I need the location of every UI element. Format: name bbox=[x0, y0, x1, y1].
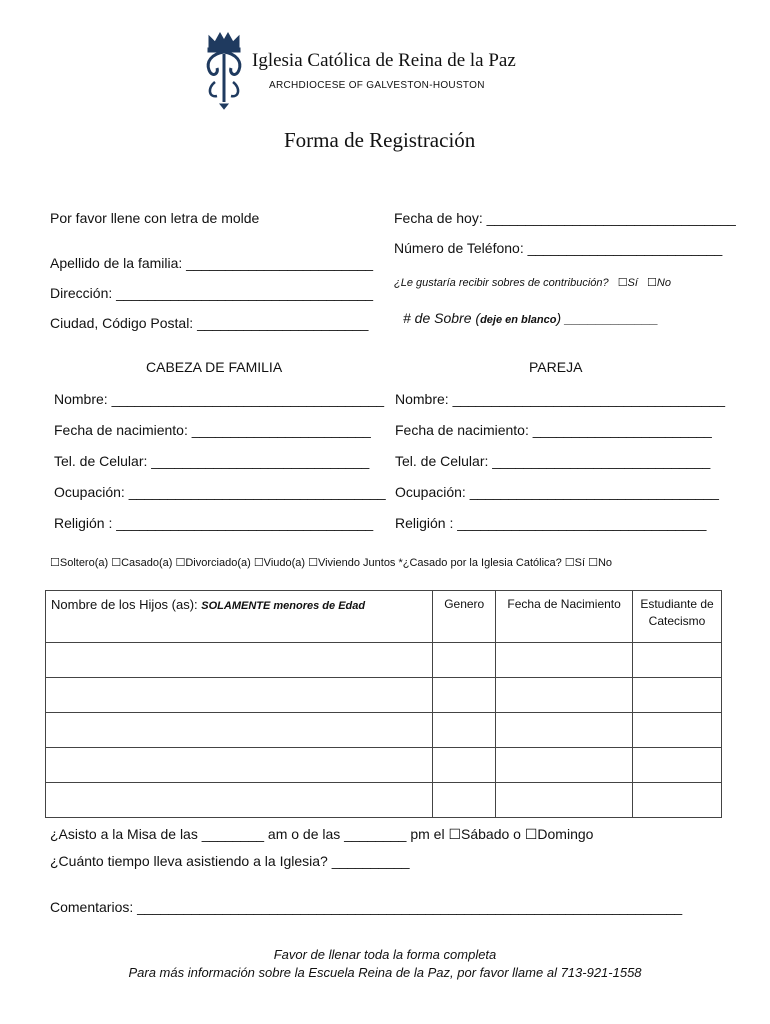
col-catecismo-header: Estudiante de Catecismo bbox=[633, 591, 722, 643]
table-row bbox=[46, 678, 722, 713]
tiempo-field[interactable]: ¿Cuánto tiempo lleva asistiendo a la Iglesia? __________ bbox=[50, 853, 410, 869]
partner-nacimiento-field[interactable]: Fecha de nacimiento: _______________________ bbox=[395, 422, 712, 438]
partner-nombre-field[interactable]: Nombre: ___________________________________ bbox=[395, 391, 726, 407]
comentarios-field[interactable]: Comentarios: ______________________________________________________________________ bbox=[50, 899, 683, 915]
table-row bbox=[46, 783, 722, 818]
cell-input[interactable] bbox=[496, 678, 633, 713]
instructions-text: Por favor llene con letra de molde bbox=[50, 210, 260, 226]
children-table-header bbox=[46, 591, 722, 643]
cell-input[interactable] bbox=[496, 783, 633, 818]
sobres-question bbox=[394, 276, 671, 289]
sobres-question-text: ¿Le gustaría recibir sobres de contribución? bbox=[394, 277, 609, 289]
table-row bbox=[46, 643, 722, 678]
fecha-hoy-field[interactable]: Fecha de hoy: ________________________________ bbox=[394, 210, 736, 226]
cell-input[interactable] bbox=[633, 643, 722, 678]
cell-input[interactable] bbox=[433, 643, 496, 678]
partner-ocupacion-field[interactable]: Ocupación: ________________________________ bbox=[395, 484, 719, 500]
head-nombre-field[interactable]: Nombre: ___________________________________ bbox=[54, 391, 385, 407]
cell-input[interactable] bbox=[46, 748, 433, 783]
partner-religion-field[interactable]: Religión : ________________________________ bbox=[395, 515, 707, 531]
cell-input[interactable] bbox=[433, 678, 496, 713]
direccion-field[interactable]: Dirección: _________________________________ bbox=[50, 285, 374, 301]
col-genero-header: Genero bbox=[433, 591, 496, 643]
archdiocese-label: ARCHDIOCESE OF GALVESTON-HOUSTON bbox=[269, 80, 485, 91]
section-partner-title: PAREJA bbox=[529, 359, 583, 375]
footer-line-2: Para más información sobre la Escuela Reina de la Paz, por favor llame al 713-921-1558 bbox=[128, 965, 642, 980]
col-nombre-header bbox=[46, 591, 433, 643]
partner-celular-field[interactable]: Tel. de Celular: ____________________________ bbox=[395, 453, 711, 469]
ciudad-field[interactable]: Ciudad, Código Postal: ______________________ bbox=[50, 315, 369, 331]
apellido-field[interactable]: Apellido de la familia: ________________________ bbox=[50, 255, 374, 271]
cell-input[interactable] bbox=[433, 748, 496, 783]
table-row bbox=[46, 748, 722, 783]
footer-line-1: Favor de llenar toda la forma completa bbox=[273, 947, 497, 962]
col-nombre-note: SOLAMENTE menores de Edad bbox=[201, 600, 366, 612]
sobre-number-suffix: ) ____________ bbox=[556, 310, 659, 326]
col-nacimiento-header: Fecha de Nacimiento bbox=[496, 591, 633, 643]
children-table bbox=[45, 590, 722, 818]
cell-input[interactable] bbox=[46, 643, 433, 678]
sobres-si-checkbox[interactable]: ☐Sí bbox=[617, 277, 638, 289]
church-name: Iglesia Católica de Reina de la Paz bbox=[252, 50, 516, 71]
cell-input[interactable] bbox=[496, 748, 633, 783]
form-title: Forma de Registración bbox=[284, 128, 476, 152]
cell-input[interactable] bbox=[496, 713, 633, 748]
cell-input[interactable] bbox=[433, 783, 496, 818]
head-nacimiento-field[interactable]: Fecha de nacimiento: _______________________ bbox=[54, 422, 371, 438]
crown-monogram-logo bbox=[203, 30, 245, 110]
misa-field[interactable]: ¿Asisto a la Misa de las ________ am o de las ________ pm el ☐Sábado o ☐Domingo bbox=[50, 826, 594, 842]
sobre-number-prefix: # de Sobre ( bbox=[403, 310, 481, 326]
table-row bbox=[46, 713, 722, 748]
cell-input[interactable] bbox=[633, 748, 722, 783]
marital-status-line[interactable]: ☐Soltero(a) ☐Casado(a) ☐Divorciado(a) ☐Viudo(a) ☐Viviendo Juntos *¿Casado por la Iglesia Católica? ☐Sí ☐No bbox=[50, 557, 613, 569]
cell-input[interactable] bbox=[433, 713, 496, 748]
section-head-title: CABEZA DE FAMILIA bbox=[146, 359, 283, 375]
telefono-field[interactable]: Número de Teléfono: _________________________ bbox=[394, 240, 723, 256]
cell-input[interactable] bbox=[496, 643, 633, 678]
head-ocupacion-field[interactable]: Ocupación: _________________________________ bbox=[54, 484, 386, 500]
col-nombre-label: Nombre de los Hijos (as): bbox=[51, 597, 202, 612]
cell-input[interactable] bbox=[46, 678, 433, 713]
cell-input[interactable] bbox=[633, 783, 722, 818]
cell-input[interactable] bbox=[46, 713, 433, 748]
head-celular-field[interactable]: Tel. de Celular: ____________________________ bbox=[54, 453, 370, 469]
head-religion-field[interactable]: Religión : _________________________________ bbox=[54, 515, 374, 531]
sobre-number-field[interactable] bbox=[403, 310, 658, 326]
sobres-no-checkbox[interactable]: ☐No bbox=[647, 277, 671, 289]
cell-input[interactable] bbox=[633, 678, 722, 713]
sobre-number-note: deje en blanco bbox=[480, 314, 557, 326]
cell-input[interactable] bbox=[633, 713, 722, 748]
cell-input[interactable] bbox=[46, 783, 433, 818]
